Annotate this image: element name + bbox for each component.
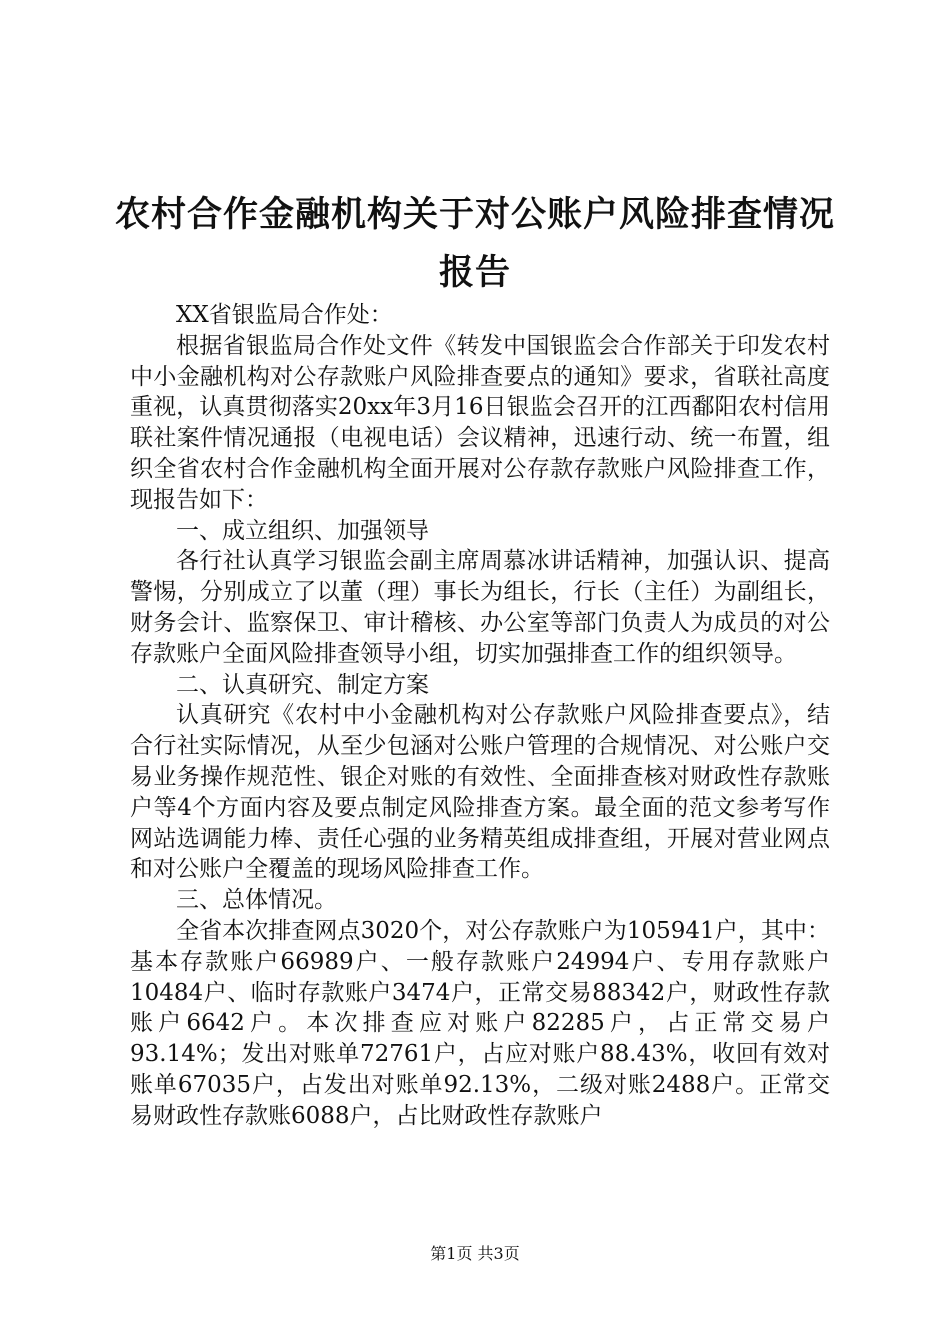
section-text-2: 认真研究《农村中小金融机构对公存款账户风险排查要点》，结合行社实际情况，从至少包涵对公账户管理的合规情况、对公账户交易业务操作规范性、银企对账的有效性、全面排查核对财政性存款账户等4个方面内容及要点制定风险排查方案。最全面的范文参考写作网站选调能力棒、责任心强的业务精英组成排查组，开展对营业网点和对公账户全覆盖的现场风险排查工作。 (130, 702, 830, 883)
salutation: XX省银监局合作处： (176, 302, 393, 328)
section-text-3: 全省本次排查网点3020个，对公存款账户为105941户，其中：基本存款账户66989户、一般存款账户24994户、专用存款账户10484户、临时存款账户3474户，正常交易88342户，财政性存款账户6642户。本次排查应对账户82285户，占正常交易户93.14%；发出对账单72761户，占应对账户88.43%，收回有效对账单67035户，占发出对账单92.13%，二级对账2488户。正常交易财政性存款账6088户，占比财政性存款账户 (130, 917, 830, 1129)
section-heading-3: 三、总体情况。 (176, 887, 337, 914)
page-number-footer: 第1页 共3页 (430, 1244, 520, 1263)
section-text-1: 各行社认真学习银监会副主席周慕冰讲话精神，加强认识、提高警惕，分别成立了以董（理）事长为组长，行长（主任）为副组长，财务会计、监察保卫、审计稽核、办公室等部门负责人为成员的对公存款账户全面风险排查领导小组，切实加强排查工作的组织领导。 (130, 548, 830, 667)
document-title: 农村合作金融机构关于对公账户风险排查情况报告 (114, 195, 835, 293)
section-heading-1: 一、成立组织、加强领导 (176, 517, 429, 544)
intro-paragraph: 根据省银监局合作处文件《转发中国银监会合作部关于印发农村中小金融机构对公存款账户风险排查要点的通知》要求，省联社高度重视，认真贯彻落实20xx年3月16日银监会召开的江西鄱阳农村信用联社案件情况通报（电视电话）会议精神，迅速行动、统一布置，组织全省农村合作金融机构全面开展对公存款存款账户风险排查工作，现报告如下： (130, 332, 830, 513)
section-heading-2: 二、认真研究、制定方案 (176, 671, 429, 698)
document-body (130, 300, 830, 1132)
